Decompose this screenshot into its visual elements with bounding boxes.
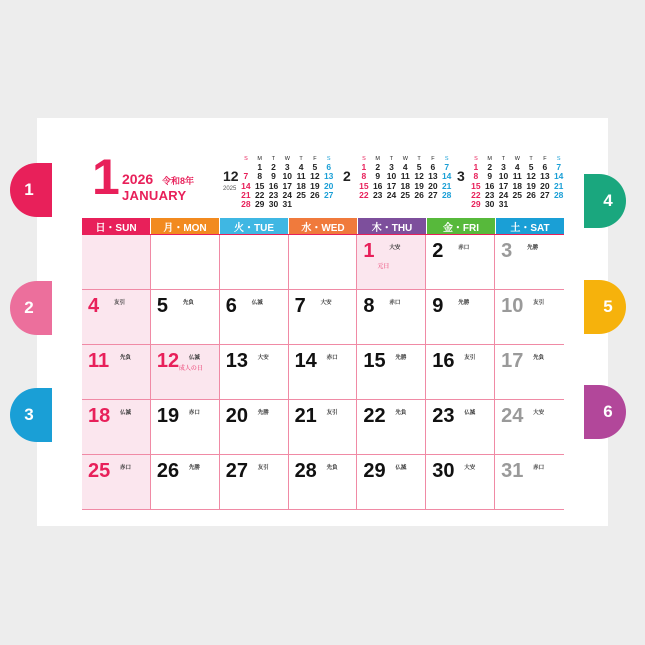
month-calendar	[82, 218, 564, 510]
rokuyo-label: 大安	[320, 300, 332, 306]
day-number: 3	[501, 240, 513, 262]
mini-day: 16	[268, 180, 279, 191]
mini-day: 28	[441, 189, 452, 200]
rokuyo-label: 赤口	[458, 245, 470, 251]
mini-day	[294, 200, 308, 209]
week-row	[82, 455, 564, 510]
mini-day: 14	[441, 171, 452, 182]
week-row	[82, 290, 564, 345]
rokuyo-label: 先負	[182, 300, 194, 306]
mini-year: 2025	[223, 186, 237, 192]
day-cell[interactable]	[495, 290, 564, 344]
mini-day: 23	[484, 189, 495, 200]
rokuyo-label: 赤口	[533, 465, 545, 471]
day-cell[interactable]	[357, 455, 426, 509]
mini-weekday-header: T	[501, 156, 506, 162]
mini-day: 10	[386, 171, 397, 182]
rokuyo-label: 大安	[389, 245, 401, 251]
day-number: 31	[501, 460, 524, 482]
mini-day: 19	[310, 180, 320, 191]
day-number: 24	[501, 405, 524, 427]
holiday-name: 成人の日	[178, 366, 203, 372]
rokuyo-label: 先勝	[257, 410, 269, 416]
empty-day-cell	[82, 235, 151, 289]
mini-day: 22	[471, 189, 481, 200]
week-row	[82, 235, 564, 290]
mini-day: 12	[414, 171, 424, 182]
day-number: 19	[156, 405, 180, 427]
mini-day: 13	[428, 171, 438, 182]
day-number: 26	[156, 460, 180, 482]
mini-day: 25	[512, 189, 523, 200]
mini-day	[510, 200, 524, 209]
mini-day: 4	[402, 162, 408, 172]
rokuyo-label: 友引	[257, 465, 269, 471]
rokuyo-label: 赤口	[188, 410, 200, 416]
mini-day: 29	[471, 199, 481, 210]
rokuyo-label: 先負	[395, 410, 407, 416]
day-number: 20	[225, 405, 248, 427]
day-cell[interactable]	[82, 290, 151, 344]
month-tab-5[interactable]	[584, 280, 626, 334]
rokuyo-label: 仏滅	[188, 355, 200, 361]
mini-day: 11	[512, 171, 522, 182]
day-number: 28	[294, 460, 317, 482]
weekday-header: 土・SAT	[496, 218, 564, 234]
rokuyo-label: 仏滅	[395, 465, 407, 471]
day-number: 9	[432, 295, 444, 317]
holiday-name: 元日	[377, 264, 390, 270]
mini-day: 17	[498, 180, 509, 191]
mini-grid	[239, 156, 336, 209]
day-number: 22	[363, 405, 386, 427]
day-number: 30	[432, 460, 455, 482]
mini-day: 16	[484, 180, 495, 191]
rokuyo-label: 赤口	[326, 355, 338, 361]
mini-day: 26	[310, 189, 320, 200]
mini-weekday-header: S	[244, 156, 248, 162]
day-cell[interactable]	[220, 345, 289, 399]
mini-weekday-header: T	[299, 156, 303, 162]
mini-day: 19	[526, 180, 536, 191]
mini-day: 11	[296, 171, 306, 182]
mini-weekday-header: W	[284, 156, 290, 162]
mini-day: 17	[386, 180, 397, 191]
mini-day: 13	[323, 171, 334, 182]
month-tab-6[interactable]	[584, 385, 626, 439]
mini-day: 31	[498, 199, 509, 210]
mini-day: 3	[501, 162, 506, 172]
mini-day: 25	[296, 189, 306, 200]
mini-day	[322, 200, 336, 209]
week-row	[82, 345, 564, 400]
mini-weekday-header: F	[431, 156, 435, 162]
rokuyo-label: 大安	[464, 465, 476, 471]
day-cell[interactable]	[151, 345, 220, 399]
mini-day: 26	[414, 189, 424, 200]
mini-day: 7	[444, 162, 450, 172]
mini-day: 12	[526, 171, 536, 182]
day-number: 23	[432, 405, 455, 427]
weekday-header: 水・WED	[289, 218, 357, 234]
day-cell[interactable]	[289, 290, 358, 344]
mini-day: 20	[428, 180, 438, 191]
tab-label: 1	[24, 180, 34, 199]
mini-day: 5	[416, 162, 422, 172]
mini-day: 2	[487, 162, 493, 172]
mini-month-number: 12	[223, 168, 239, 184]
rokuyo-label: 仏滅	[251, 300, 263, 306]
day-number: 15	[363, 350, 386, 372]
mini-day: 5	[312, 162, 318, 172]
mini-day: 1	[257, 162, 263, 172]
mini-day: 28	[553, 189, 564, 200]
tab-label: 4	[603, 191, 613, 210]
mini-weekday-header: S	[362, 156, 366, 162]
day-cell[interactable]	[82, 400, 151, 454]
rokuyo-label: 友引	[114, 300, 126, 306]
calendar-weeks	[82, 234, 564, 510]
current-month-number: 1	[92, 149, 120, 205]
mini-weekday-header: T	[271, 156, 276, 162]
day-number: 29	[363, 460, 386, 482]
day-number: 27	[225, 460, 248, 482]
day-cell[interactable]	[426, 235, 495, 289]
japanese-era-year: 令和8年	[162, 176, 195, 186]
day-cell[interactable]	[82, 345, 151, 399]
mini-day: 24	[386, 189, 397, 200]
day-cell[interactable]	[495, 235, 564, 289]
rokuyo-label: 先負	[533, 355, 545, 361]
mini-grid	[469, 156, 566, 209]
day-number: 10	[501, 295, 524, 317]
rokuyo-label: 先負	[120, 355, 132, 361]
current-year: 2026	[122, 171, 154, 187]
mini-day: 9	[487, 171, 493, 182]
day-cell[interactable]	[289, 455, 358, 509]
tab-label: 5	[603, 297, 613, 316]
mini-day: 18	[296, 180, 306, 191]
mini-day: 14	[553, 171, 564, 182]
month-tab-1[interactable]	[10, 163, 52, 217]
month-tab-3[interactable]	[10, 388, 52, 442]
mini-day: 17	[282, 180, 293, 191]
mini-day: 20	[540, 180, 550, 191]
rokuyo-label: 先負	[326, 465, 338, 471]
rokuyo-label: 先勝	[395, 355, 407, 361]
day-number: 2	[432, 240, 444, 262]
day-cell[interactable]	[357, 290, 426, 344]
rokuyo-label: 先勝	[527, 245, 539, 251]
mini-day: 15	[471, 180, 481, 191]
day-number: 21	[294, 405, 317, 427]
mini-day	[308, 200, 322, 209]
mini-day: 2	[375, 162, 381, 172]
mini-weekday-header: T	[529, 156, 533, 162]
mini-day: 10	[282, 171, 293, 182]
weekday-header-row	[82, 218, 564, 234]
day-cell[interactable]	[151, 400, 220, 454]
mini-day: 20	[323, 180, 334, 191]
weekday-header: 日・SUN	[82, 218, 150, 234]
month-tab-2[interactable]	[10, 281, 52, 335]
mini-day: 14	[241, 180, 251, 191]
mini-day: 21	[241, 189, 251, 200]
mini-day	[552, 200, 566, 209]
mini-weekday-header: W	[402, 156, 408, 162]
mini-day: 27	[540, 189, 550, 200]
day-number: 6	[225, 295, 237, 317]
rokuyo-label: 大安	[257, 355, 269, 361]
rokuyo-label: 友引	[326, 410, 338, 416]
day-number: 13	[225, 350, 248, 372]
tab-label: 3	[24, 405, 34, 424]
tab-label: 6	[603, 402, 613, 421]
mini-day: 12	[310, 171, 320, 182]
mini-day: 16	[372, 180, 383, 191]
mini-day: 18	[400, 180, 411, 191]
day-cell[interactable]	[220, 400, 289, 454]
mini-month-number: 3	[457, 168, 465, 184]
day-cell[interactable]	[426, 400, 495, 454]
day-cell[interactable]	[151, 290, 220, 344]
day-cell[interactable]	[495, 400, 564, 454]
day-cell[interactable]	[220, 455, 289, 509]
mini-day: 30	[484, 199, 495, 210]
mini-weekday-header: S	[474, 156, 478, 162]
rokuyo-label: 赤口	[120, 465, 132, 471]
mini-day: 11	[400, 171, 410, 182]
mini-weekday-header: T	[417, 156, 421, 162]
mini-day: 27	[428, 189, 438, 200]
mini-day: 3	[284, 162, 290, 172]
weekday-header: 金・FRI	[427, 218, 495, 234]
day-cell[interactable]	[426, 345, 495, 399]
mini-day: 21	[441, 180, 452, 191]
day-cell[interactable]	[289, 345, 358, 399]
weekday-header: 月・MON	[151, 218, 219, 234]
day-cell[interactable]	[220, 290, 289, 344]
day-number: 25	[88, 460, 111, 482]
mini-day: 23	[268, 189, 279, 200]
rokuyo-label: 友引	[533, 300, 545, 306]
week-row	[82, 400, 564, 455]
mini-day: 4	[298, 162, 304, 172]
mini-weekday-header: S	[326, 156, 331, 162]
mini-day: 28	[241, 199, 251, 210]
mini-day: 22	[254, 189, 265, 200]
day-cell[interactable]	[357, 400, 426, 454]
empty-day-cell	[289, 235, 358, 289]
day-number: 4	[88, 295, 100, 317]
month-name-english: JANUARY	[122, 188, 187, 203]
mini-day: 1	[361, 162, 367, 172]
day-number: 1	[363, 240, 375, 262]
mini-day: 15	[359, 180, 369, 191]
mini-day: 6	[326, 162, 332, 172]
day-cell[interactable]	[426, 455, 495, 509]
mini-day: 29	[254, 199, 265, 210]
mini-day: 21	[553, 180, 564, 191]
mini-day: 3	[389, 162, 394, 172]
mini-day: 18	[512, 180, 523, 191]
mini-weekday-header: M	[257, 156, 262, 162]
rokuyo-label: 仏滅	[120, 410, 132, 416]
rokuyo-label: 仏滅	[464, 410, 476, 416]
mini-weekday-header: F	[313, 156, 317, 162]
mini-day: 25	[400, 189, 411, 200]
mini-weekday-header: F	[543, 156, 547, 162]
mini-day: 13	[540, 171, 550, 182]
mini-day: 27	[323, 189, 334, 200]
day-number: 17	[501, 350, 524, 372]
mini-day: 5	[528, 162, 534, 172]
mini-weekday-header: S	[444, 156, 449, 162]
mini-month-number: 2	[343, 168, 351, 184]
mini-day: 22	[359, 189, 369, 200]
tab-label: 2	[24, 298, 34, 317]
rokuyo-label: 先勝	[458, 300, 470, 306]
day-cell[interactable]	[151, 455, 220, 509]
mini-day: 6	[430, 162, 436, 172]
mini-day	[524, 200, 538, 209]
mini-day: 9	[271, 171, 276, 182]
mini-day: 9	[375, 171, 381, 182]
empty-day-cell	[220, 235, 289, 289]
day-cell[interactable]	[357, 345, 426, 399]
mini-grid	[357, 156, 454, 200]
rokuyo-label: 大安	[533, 410, 545, 416]
day-number: 18	[88, 405, 111, 427]
empty-day-cell	[151, 235, 220, 289]
mini-day: 4	[514, 162, 520, 172]
mini-day: 23	[372, 189, 383, 200]
day-number: 11	[88, 350, 110, 372]
mini-day: 30	[268, 199, 279, 210]
mini-day: 7	[556, 162, 562, 172]
mini-day	[538, 200, 552, 209]
mini-day: 8	[473, 171, 479, 182]
mini-day: 8	[361, 171, 367, 182]
day-number: 16	[432, 350, 455, 372]
rokuyo-label: 先勝	[188, 465, 200, 471]
mini-day: 19	[414, 180, 424, 191]
mini-day: 1	[473, 162, 479, 172]
day-number: 12	[156, 350, 180, 372]
mini-weekday-header: M	[375, 156, 380, 162]
day-cell[interactable]	[495, 455, 564, 509]
day-cell[interactable]	[82, 455, 151, 509]
mini-day: 31	[282, 199, 293, 210]
mini-day: 10	[498, 171, 509, 182]
day-cell[interactable]	[289, 400, 358, 454]
day-cell[interactable]	[357, 235, 426, 289]
rokuyo-label: 赤口	[389, 300, 401, 306]
day-number: 7	[294, 295, 306, 317]
mini-weekday-header: T	[389, 156, 394, 162]
mini-day: 7	[243, 171, 249, 182]
mini-day: 24	[282, 189, 293, 200]
day-number: 14	[294, 350, 317, 372]
weekday-header: 火・TUE	[220, 218, 288, 234]
day-number: 5	[156, 295, 168, 317]
weekday-header: 木・THU	[358, 218, 426, 234]
rokuyo-label: 友引	[464, 355, 476, 361]
day-cell[interactable]	[495, 345, 564, 399]
day-number: 8	[363, 295, 375, 317]
mini-weekday-header: W	[514, 156, 520, 162]
mini-day: 2	[271, 162, 276, 172]
month-tab-4[interactable]	[584, 174, 626, 228]
mini-day: 24	[498, 189, 509, 200]
mini-day: 6	[542, 162, 548, 172]
mini-day: 15	[254, 180, 265, 191]
mini-day: 26	[526, 189, 536, 200]
mini-weekday-header: M	[487, 156, 492, 162]
mini-weekday-header: S	[556, 156, 561, 162]
mini-day: 8	[257, 171, 263, 182]
day-cell[interactable]	[426, 290, 495, 344]
